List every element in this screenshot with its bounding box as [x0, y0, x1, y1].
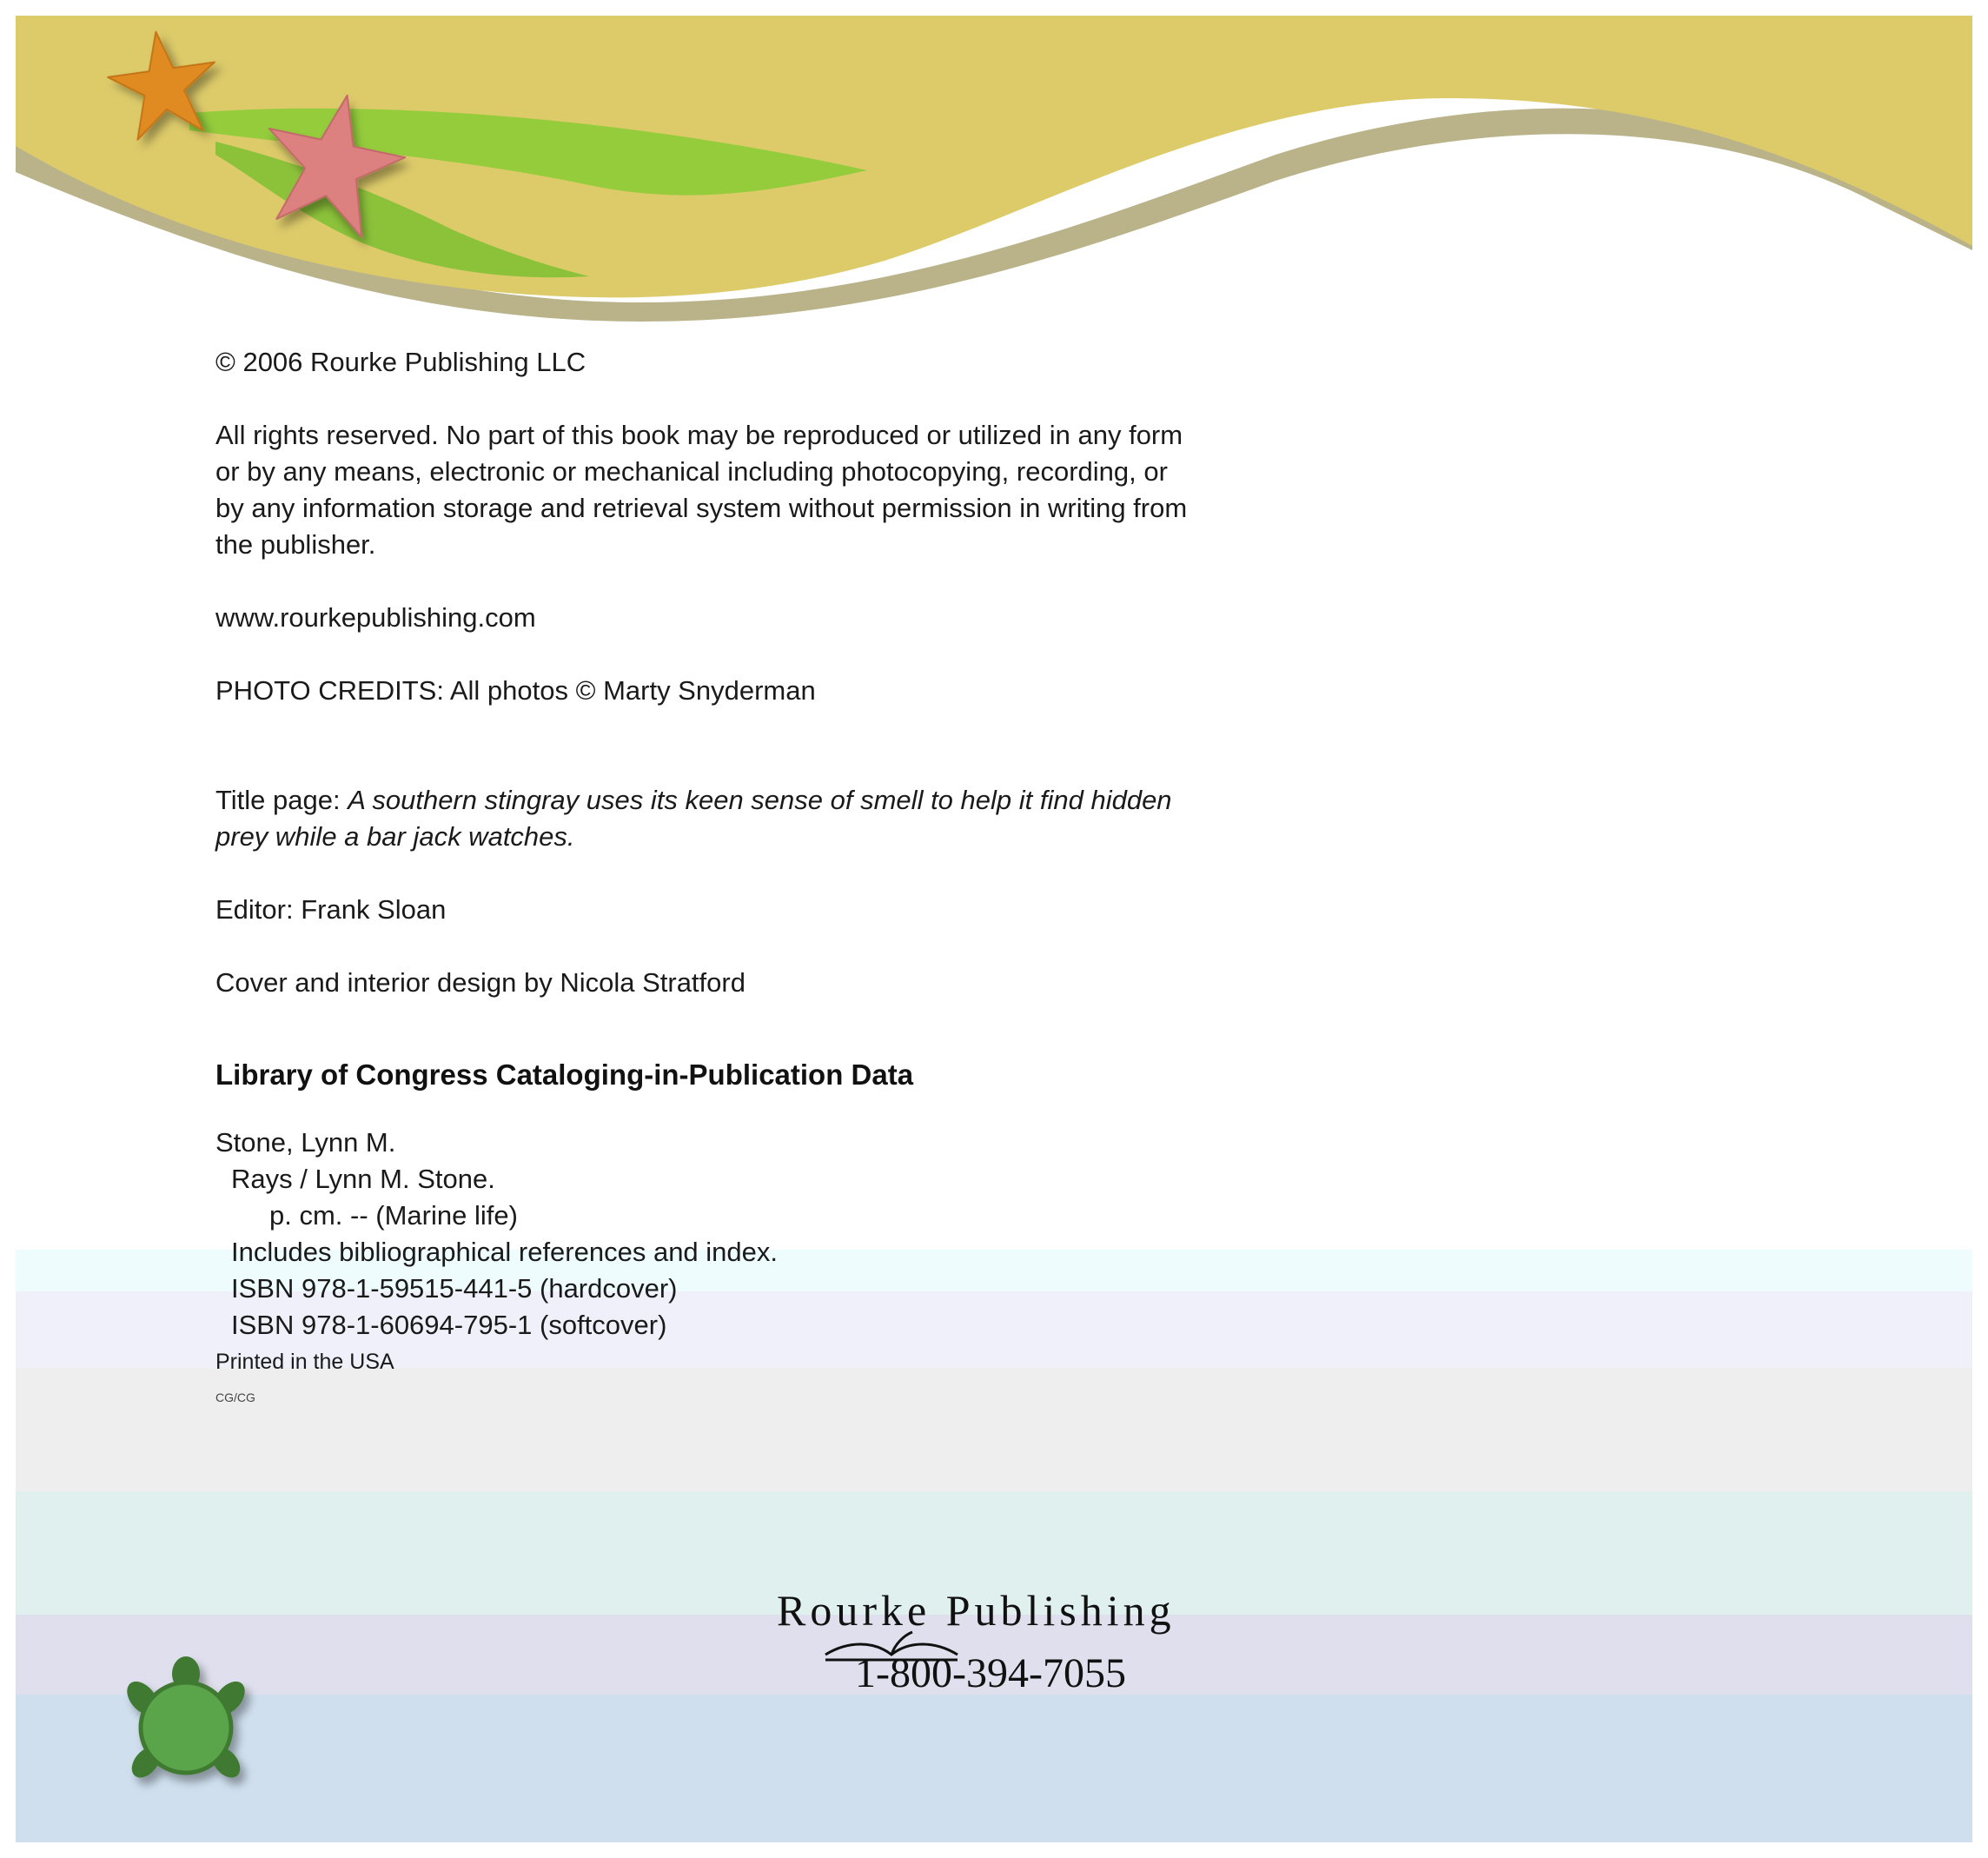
rights-statement [215, 417, 1258, 563]
cip-notes: Includes bibliographical references and index. [231, 1237, 779, 1267]
website-link[interactable]: www.rourkepublishing.com [215, 602, 536, 633]
caption-text: A southern stingray uses its keen sense of smell to help it find hidden [348, 785, 1172, 815]
printed-in: Printed in the USA [215, 1350, 394, 1374]
rights-line: by any information storage and retrieval system without permission in writing from [215, 493, 1188, 523]
title-page-caption [215, 782, 1258, 855]
turtle-icon [121, 1656, 251, 1783]
cip-isbn-hardcover: ISBN 978-1-59515-441-5 (hardcover) [231, 1273, 678, 1304]
cip-series: p. cm. -- (Marine life) [269, 1200, 518, 1231]
cip-record [215, 1125, 1258, 1344]
editor-credit: Editor: Frank Sloan [215, 894, 447, 925]
rights-line: All rights reserved. No part of this book may be reproduced or utilized in any form [215, 420, 1183, 450]
title-page-label: Title page: [215, 785, 348, 815]
cip-title: Rays / Lynn M. Stone. [231, 1164, 495, 1194]
caption-text: prey while a bar jack watches. [215, 821, 575, 852]
copyright-page [16, 16, 1972, 1842]
design-credit: Cover and interior design by Nicola Stratford [215, 967, 746, 998]
photo-credits: PHOTO CREDITS: All photos © Marty Snyderman [215, 675, 816, 706]
publisher-name: Rourke Publishing [777, 1586, 1176, 1635]
cip-author: Stone, Lynn M. [215, 1127, 396, 1158]
copyright-line: © 2006 Rourke Publishing LLC [215, 347, 586, 377]
cip-isbn-softcover: ISBN 978-1-60694-795-1 (softcover) [231, 1310, 667, 1340]
publisher-block [777, 1585, 1229, 1698]
publisher-phone: 1-800-394-7055 [855, 1650, 1126, 1696]
copyright-text [215, 344, 1258, 1406]
rights-line: or by any means, electronic or mechanical including photocopying, recording, or [215, 456, 1168, 487]
printer-code: CG/CG [215, 1390, 255, 1404]
open-book-icon [822, 1629, 961, 1663]
cip-heading: Library of Congress Cataloging-in-Publication Data [215, 1058, 914, 1091]
rights-line: the publisher. [215, 529, 376, 560]
